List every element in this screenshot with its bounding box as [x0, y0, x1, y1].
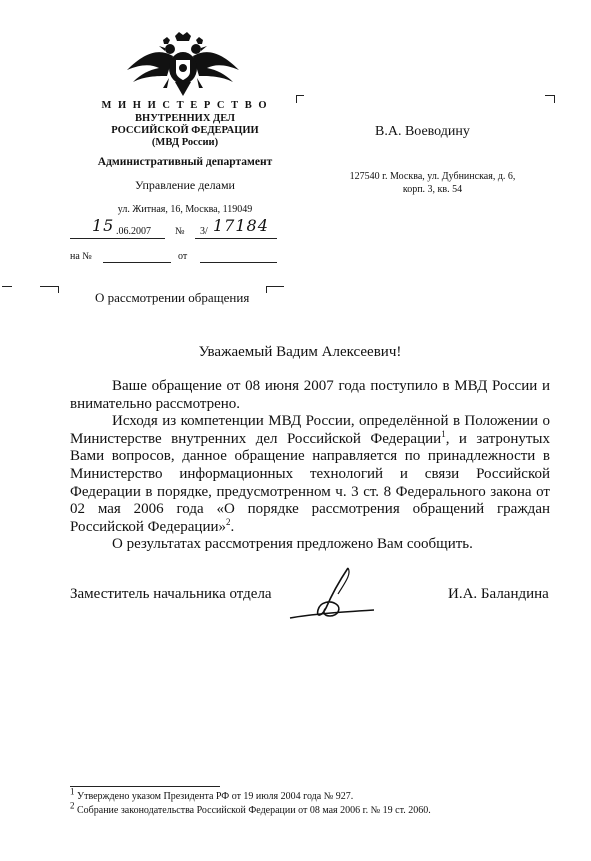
corner-mark-top-right — [545, 95, 554, 96]
body-paragraph-2 — [70, 413, 550, 536]
signatory-position: Заместитель начальника отдела — [70, 586, 272, 602]
footnote-2 — [70, 800, 431, 816]
subject-mark-right-v — [266, 286, 267, 293]
subject-mark-left — [40, 286, 58, 287]
number-printed: 3/ — [200, 226, 208, 237]
recipient-address-line1: 127540 г. Москва, ул. Дубнинская, д. 6, — [349, 171, 516, 182]
number-underline — [195, 238, 277, 239]
corner-mark-top-left — [296, 95, 304, 96]
footnote-ref-2: 2 — [226, 516, 231, 527]
footnote-1 — [70, 786, 354, 802]
footnote-1-number: 1 — [70, 786, 75, 797]
double-headed-eagle-emblem — [123, 30, 243, 98]
fold-mark-left — [2, 286, 12, 287]
paragraph-2-text-b: , и затронутых Вами вопросов, данное обращение направляется по принадлежности в Министерство информационных технологий и связи Российской Федерации в порядке, предусмотренном ч. 3 ст. 8 Федерального закона от 02 мая 2006 года «О порядке рассмотрения обращений граждан Российской Федерации» — [70, 430, 551, 535]
signatory-name: И.А. Баландина — [448, 586, 549, 602]
division-name: Управление делами — [135, 178, 235, 192]
reference-number-field — [103, 262, 171, 263]
corner-mark-top-left-v — [296, 95, 297, 103]
footnote-ref-1: 1 — [441, 428, 446, 439]
handwritten-day: 15 — [92, 216, 115, 235]
reference-from-label: от — [178, 251, 188, 262]
letter-body — [70, 378, 550, 554]
date-underline — [70, 238, 165, 239]
ministry-country: РОССИЙСКОЙ ФЕДЕРАЦИИ — [111, 125, 259, 136]
letter-subject: О рассмотрении обращения — [95, 290, 250, 305]
handwritten-number: 17184 — [213, 216, 269, 235]
sender-address: ул. Житная, 16, Москва, 119049 — [117, 204, 253, 215]
reference-date-field — [200, 262, 277, 263]
subject-mark-left-v — [58, 286, 59, 293]
paragraph-2-text-a: Исходя из компетенции МВД России, определённой в Положении о Министерстве внутренних дел Российской Федерации — [70, 413, 550, 447]
paragraph-2-text-c: . — [230, 518, 235, 535]
handwritten-signature — [282, 560, 382, 624]
footnote-separator — [70, 786, 220, 787]
date-printed: .06.2007 — [116, 226, 151, 237]
footnote-2-text: Собрание законодательства Российской Федерации от 08 мая 2006 г. № 19 ст. 2060. — [74, 805, 431, 816]
body-paragraph-3: О результатах рассмотрения предложено Вам сообщить. — [112, 536, 473, 553]
recipient-address-line2: корп. 3, кв. 54 — [402, 184, 463, 195]
body-paragraph-1: Ваше обращение от 08 июня 2007 года поступило в МВД России и внимательно рассмотрено. — [70, 378, 550, 412]
ministry-title: М И Н И С Т Е Р С Т В О — [101, 100, 269, 111]
subject-mark-right — [266, 286, 284, 287]
footnote-1-text: Утверждено указом Президента РФ от 19 июля 2004 года № 927. — [74, 791, 354, 802]
corner-mark-top-right-v — [554, 95, 555, 103]
recipient-name: В.А. Воеводину — [375, 124, 470, 139]
reference-label: на № — [70, 251, 92, 262]
salutation: Уважаемый Вадим Алексеевич! — [198, 344, 402, 360]
ministry-subtitle: ВНУТРЕННИХ ДЕЛ — [135, 113, 235, 124]
footnote-2-number: 2 — [70, 800, 75, 811]
ministry-abbrev: (МВД России) — [151, 137, 219, 148]
department-name: Административный департамент — [97, 156, 273, 168]
number-symbol: № — [175, 226, 185, 237]
